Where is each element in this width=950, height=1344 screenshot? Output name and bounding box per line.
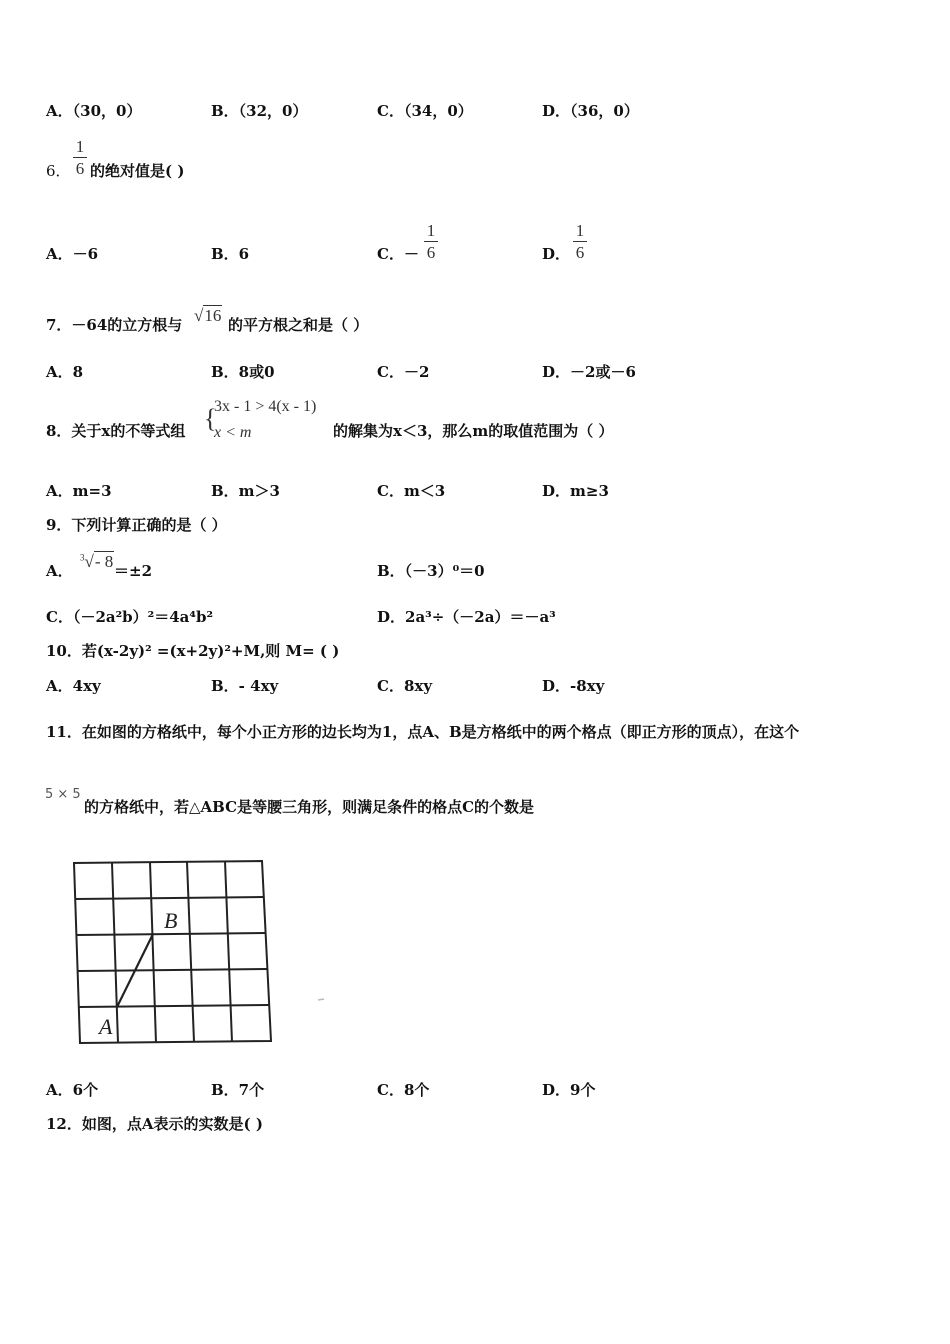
q5-option-b: B．（32，0） [211, 102, 308, 120]
q11-grid-figure [66, 853, 336, 1053]
grid-hline-1 [75, 897, 264, 899]
q5-option-c: C．（34，0） [377, 102, 473, 120]
q6-option-d-label: D． [542, 245, 571, 263]
q8-option-b: B．m＞3 [211, 482, 280, 500]
q9-text: 9．下列计算正确的是（ ） [46, 516, 227, 534]
point-a-label: A [99, 1014, 113, 1039]
q9-option-b: B．（－3）⁰＝0 [377, 562, 485, 580]
q9-cube-root: $^3$√- 8 [80, 552, 114, 571]
q11-grid-size: 5 × 5 [45, 787, 81, 802]
q11-text-line2: 的方格纸中，若△ABC是等腰三角形，则满足条件的格点C的个数是 [84, 798, 535, 816]
q10-option-c: C．8xy [377, 677, 433, 695]
q7-text-start: 7．－64的立方根与 [46, 316, 183, 334]
point-b-label: B [164, 908, 178, 933]
grid-vline-1 [112, 863, 118, 1043]
q8-option-d: D．m≥3 [542, 482, 609, 500]
q8-inequality-2: x < m [214, 424, 252, 441]
q6-option-c-label: C．－ [377, 245, 419, 263]
q8-text-end: 的解集为x＜3，那么m的取值范围为（ ） [333, 422, 614, 440]
q9-option-c: C．（－2a²b）²＝4a⁴b² [46, 608, 214, 626]
grid-hline-3 [78, 969, 268, 971]
grid-vline-3 [187, 862, 194, 1042]
grid-hline-4 [79, 1005, 269, 1007]
q8-option-a: A．m=3 [46, 482, 112, 500]
q6-option-a: A．－6 [46, 245, 99, 263]
q6-frac-num: 1 [75, 137, 85, 156]
q11-text-line1: 11．在如图的方格纸中，每个小正方形的边长均为1，点A、B是方格纸中的两个格点（即正方形的顶点），在这个 [46, 723, 800, 741]
grid-vline-4 [225, 861, 232, 1042]
q11-option-a: A．6个 [46, 1081, 99, 1099]
grid-hline-2 [76, 933, 266, 935]
q8-option-c: C．m＜3 [377, 482, 446, 500]
q10-option-b: B．- 4xy [211, 677, 279, 695]
q7-option-a: A．8 [46, 363, 84, 381]
q7-option-b: B．8或0 [211, 363, 275, 381]
q7-option-d: D．－2或－6 [542, 363, 636, 381]
q12-text: 12．如图，点A表示的实数是( ) [46, 1115, 263, 1133]
q7-text-end: 的平方根之和是（ ） [228, 316, 369, 334]
q8-inequality-1: 3x - 1 > 4(x - 1) [214, 398, 317, 415]
q9-root-index: 3 [80, 552, 85, 563]
q6-d-frac-num: 1 [575, 221, 585, 240]
q10-option-d: D．-8xy [542, 677, 605, 695]
q6-frac-den: 6 [75, 159, 85, 178]
scan-artifact [318, 999, 324, 1000]
q6-option-b: B．6 [211, 245, 250, 263]
q6-c-frac-den: 6 [426, 243, 436, 262]
grid-vline-2 [150, 862, 156, 1043]
q8-brace: { [204, 404, 217, 433]
q11-option-d: D．9个 [542, 1081, 596, 1099]
q11-option-b: B．7个 [211, 1081, 265, 1099]
q10-text: 10．若(x-2y)² =(x+2y)²+M,则 M= ( ) [46, 642, 340, 660]
q6-c-frac-num: 1 [426, 221, 436, 240]
q6-text: 的绝对值是( ) [90, 162, 185, 180]
q5-option-d: D．（36，0） [542, 102, 639, 120]
q6-option-c-fraction [424, 222, 438, 261]
q9-radicand: - 8 [94, 552, 114, 571]
q10-option-a: A．4xy [46, 677, 101, 695]
q11-option-c: C．8个 [377, 1081, 430, 1099]
q6-number: 6． [46, 162, 71, 180]
q9-option-d: D．2a³÷（－2a）＝－a³ [377, 608, 556, 626]
q8-text-start: 8．关于x的不等式组 [46, 422, 186, 440]
q6-fraction [73, 138, 87, 177]
q9-option-a-rest: ＝±2 [114, 562, 153, 580]
q6-option-d-fraction [573, 222, 587, 261]
q7-sqrt16: √16 [194, 306, 222, 325]
q7-option-c: C．－2 [377, 363, 430, 381]
q5-option-a: A．（30，0） [46, 102, 142, 120]
q7-radicand: 16 [204, 306, 222, 325]
q9-option-a-label: A． [46, 562, 73, 580]
q6-d-frac-den: 6 [575, 243, 585, 262]
